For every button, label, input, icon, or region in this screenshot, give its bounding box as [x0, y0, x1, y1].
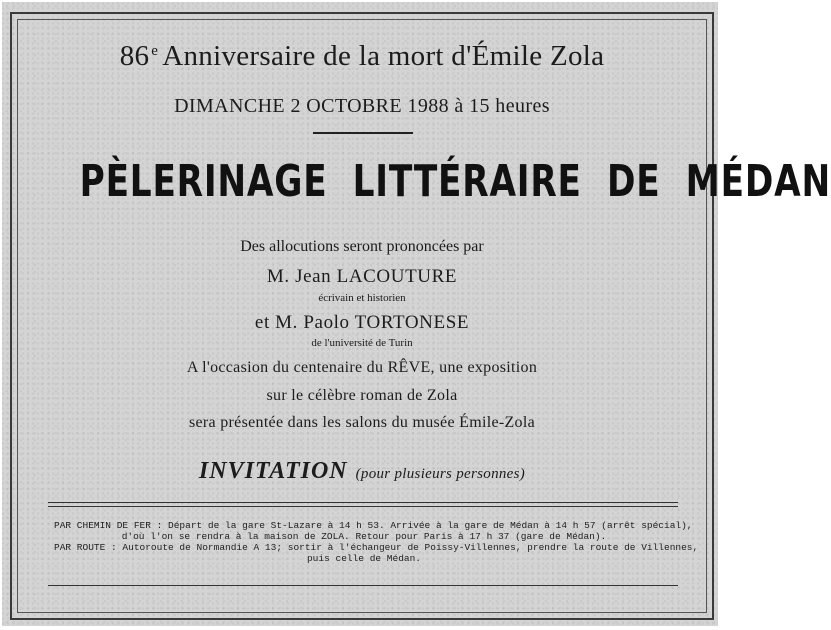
- exhibition-line-2: sur le célèbre roman de Zola: [266, 387, 458, 404]
- speaker-2-name: et M. Paolo TORTONESE: [254, 312, 470, 333]
- road-line-1: PAR ROUTE : Autoroute de Normandie A 13; sortir à l'échangeur de Poissy-Villennes, prendre la route de Villennes,: [54, 542, 699, 553]
- speaker-1-role: écrivain et historien: [318, 292, 406, 304]
- train-line-2: d'où l'on se rendra à la maison de ZOLA. Retour pour Paris à 17 h 37 (gare de Médan).: [121, 531, 607, 542]
- event-date: DIMANCHE 2 OCTOBRE 1988 à 15 heures: [174, 95, 550, 117]
- divider-bottom: [48, 585, 678, 586]
- anniversary-heading: 86 $^e$ Anniversaire de la mort d'Émile Zola: [119, 40, 605, 72]
- divider-top-1: [48, 502, 678, 503]
- invitation-line: [0, 458, 724, 485]
- speeches-intro: Des allocutions seront prononcées par: [240, 238, 484, 255]
- transport-info: [54, 520, 699, 564]
- speaker-1-name: M. Jean LACOUTURE: [266, 266, 458, 287]
- main-title: PÈLERINAGE LITTÉRAIRE DE MÉDAN: [79, 156, 831, 207]
- train-line-1: PAR CHEMIN DE FER : Départ de la gare St-Lazare à 14 h 53. Arrivée à la gare de Médan à 14 h 57 (arrêt spécial),: [54, 520, 693, 531]
- divider-top-2: [48, 506, 678, 507]
- exhibition-line-3: sera présentée dans les salons du musée Émile-Zola: [189, 414, 535, 431]
- speaker-2-role: de l'université de Turin: [311, 337, 413, 349]
- divider-short: [313, 132, 413, 134]
- exhibition-line-1: A l'occasion du centenaire du RÊVE, une exposition: [186, 359, 538, 376]
- invitation-label: INVITATION: [198, 458, 348, 484]
- road-line-2: puis celle de Médan.: [306, 553, 422, 564]
- invitation-note: (pour plusieurs personnes): [355, 466, 526, 482]
